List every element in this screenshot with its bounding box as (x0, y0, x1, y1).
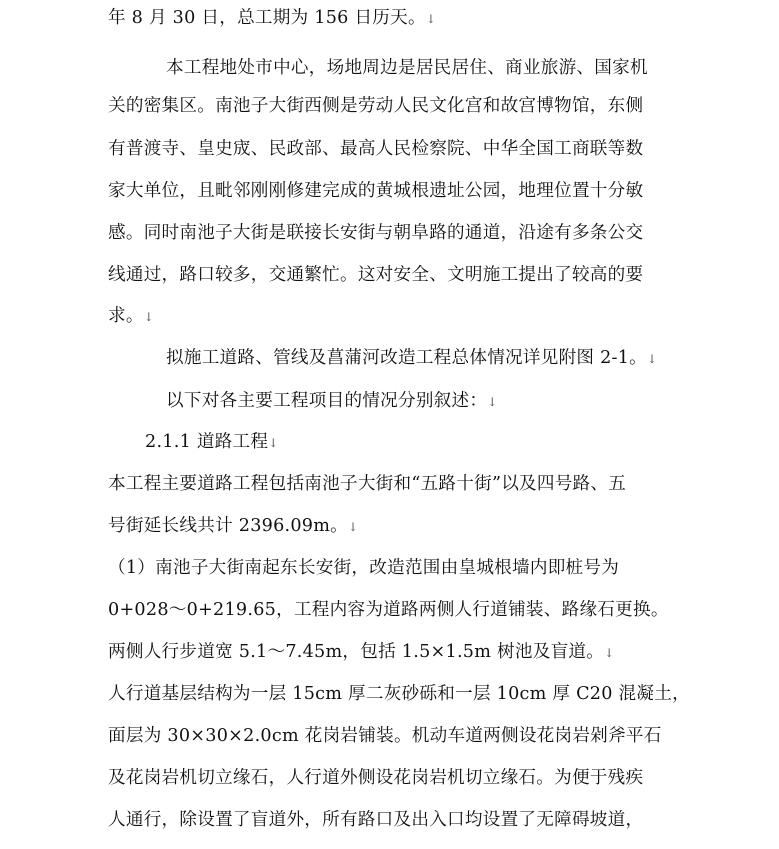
text-line-8: 求。↓ (108, 306, 154, 326)
text-line-15: 0+028～0+219.65，工程内容为道路两侧人行道铺装、路缘石更换。 (108, 600, 669, 620)
text-line-13: 号街延长线共计 2396.09m。↓ (108, 516, 359, 536)
text-line-12: 本工程主要道路工程包括南池子大街和“五路十街”以及四号路、五 (108, 474, 627, 494)
text-line-1: 年 8 月 30 日，总工期为 156 日历天。↓ (108, 8, 436, 28)
text-line-19: 及花岗岩机切立缘石，人行道外侧设花岗岩机切立缘石。为便于残疾 (108, 768, 644, 788)
paragraph-mark-icon: ↓ (268, 436, 279, 450)
text-line-6: 感。同时南池子大街是联接长安街与朝阜路的通道，沿途有多条公交 (108, 223, 644, 243)
paragraph-mark-icon: ↓ (604, 646, 615, 660)
text-line-7: 线通过，路口较多，交通繁忙。这对安全、文明施工提出了较高的要 (108, 265, 644, 285)
paragraph-mark-icon: ↓ (143, 310, 154, 324)
section-heading: 2.1.1 道路工程↓ (145, 432, 279, 452)
text-line-20: 人通行，除设置了盲道外，所有路口及出入口均设置了无障碍坡道， (108, 810, 644, 830)
text-line-4: 有普渡寺、皇史宬、民政部、最高人民检察院、中华全国工商联等数 (108, 139, 644, 159)
text-line-2: 本工程地处市中心，场地周边是居民居住、商业旅游、国家机 (166, 58, 648, 78)
paragraph-mark-icon: ↓ (348, 520, 359, 534)
text-line-3: 关的密集区。南池子大街西侧是劳动人民文化宫和故宫博物馆，东侧 (108, 96, 644, 116)
text-line-10: 以下对各主要工程项目的情况分别叙述：↓ (166, 391, 498, 411)
text-line-9: 拟施工道路、管线及菖蒲河改造工程总体情况详见附图 2-1。↓ (166, 348, 658, 368)
text-line-16: 两侧人行步道宽 5.1～7.45m，包括 1.5×1.5m 树池及盲道。↓ (108, 642, 615, 662)
text-line-18: 面层为 30×30×2.0cm 花岗岩铺装。机动车道两侧设花岗岩剁斧平石 (108, 726, 662, 746)
paragraph-mark-icon: ↓ (647, 352, 658, 366)
text-line-17: 人行道基层结构为一层 15cm 厚二灰砂砾和一层 10cm 厚 C20 混凝土， (108, 684, 690, 704)
text-line-5: 家大单位，且毗邻刚刚修建完成的黄城根遗址公园，地理位置十分敏 (108, 181, 644, 201)
text-line-14: （1）南池子大街南起东长安街，改造范围由皇城根墙内即桩号为 (108, 558, 620, 578)
paragraph-mark-icon: ↓ (425, 12, 436, 26)
paragraph-mark-icon: ↓ (487, 395, 498, 409)
